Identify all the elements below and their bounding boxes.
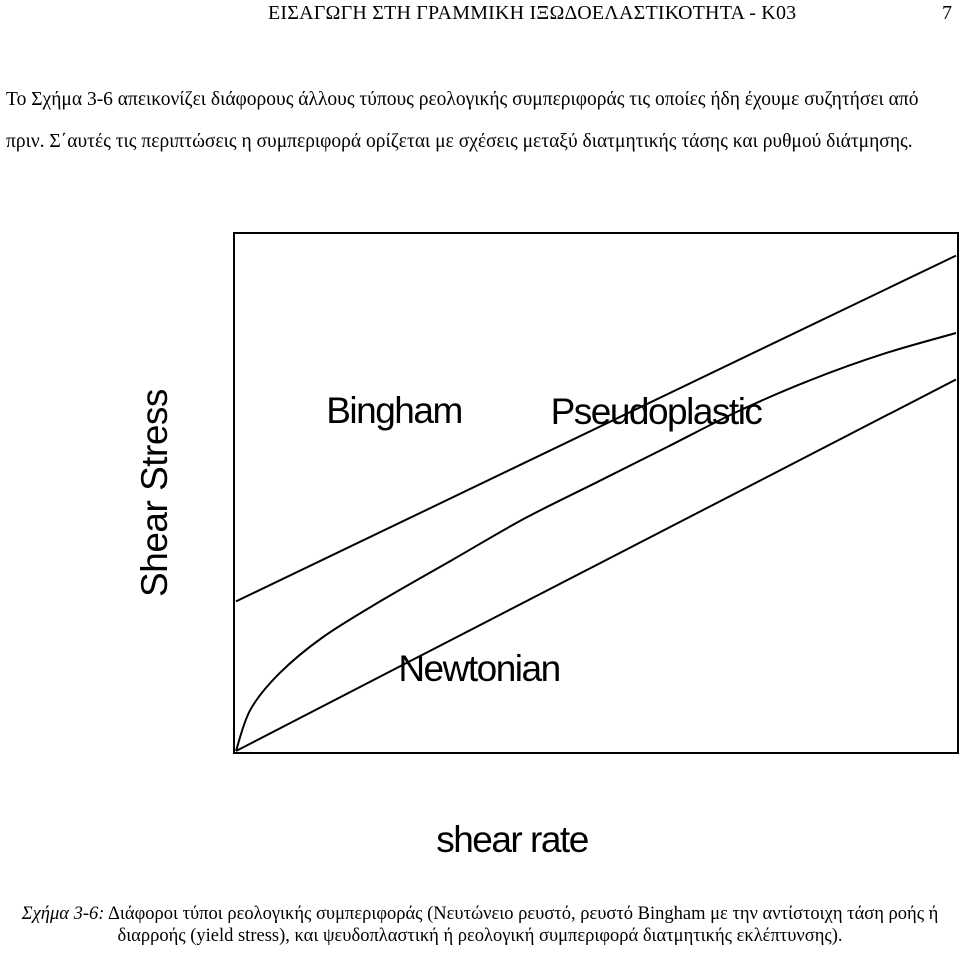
y-axis-label: Shear Stress <box>134 389 175 597</box>
plot-frame <box>234 233 958 753</box>
series-layer <box>236 256 956 751</box>
bingham-label: Bingham <box>326 390 462 431</box>
running-title: ΕΙΣΑΓΩΓΗ ΣΤΗ ΓΡΑΜΜΙΚΗ ΙΞΩΔΟΕΛΑΣΤΙΚΟΤΗΤΑ - Κ03 <box>268 2 797 24</box>
caption-label: Σχήμα 3-6: <box>21 904 105 924</box>
x-axis-label: shear rate <box>436 819 588 860</box>
newtonian-series-line <box>236 380 956 752</box>
body-paragraph: Το Σχήμα 3-6 απεικονίζει διάφορους άλλους τύπους ρεολογικής συμπεριφοράς τις οποίες ήδη έχουμε συζητήσει από πριν. Σ΄αυτές τις περιπτώσεις η συμπεριφορά ορίζεται με σχέσεις μεταξύ διατμητικής τάσης και ρυθμού διάτμησης. <box>6 89 919 152</box>
pseudoplastic-label: Pseudoplastic <box>550 391 762 432</box>
page-number: 7 <box>942 2 952 24</box>
newtonian-label: Newtonian <box>398 648 560 689</box>
caption-text: Διάφοροι τύποι ρεολογικής συμπεριφοράς (Νευτώνειο ρευστό, ρευστό Bingham με την αντίστοιχη τάση ροής ή διαρροής (yield stress), και ψευδοπλαστική ή ρεολογική συμπεριφορά διατμητικής εκλέπτυνσης). <box>104 904 939 946</box>
figure-caption <box>20 903 940 947</box>
